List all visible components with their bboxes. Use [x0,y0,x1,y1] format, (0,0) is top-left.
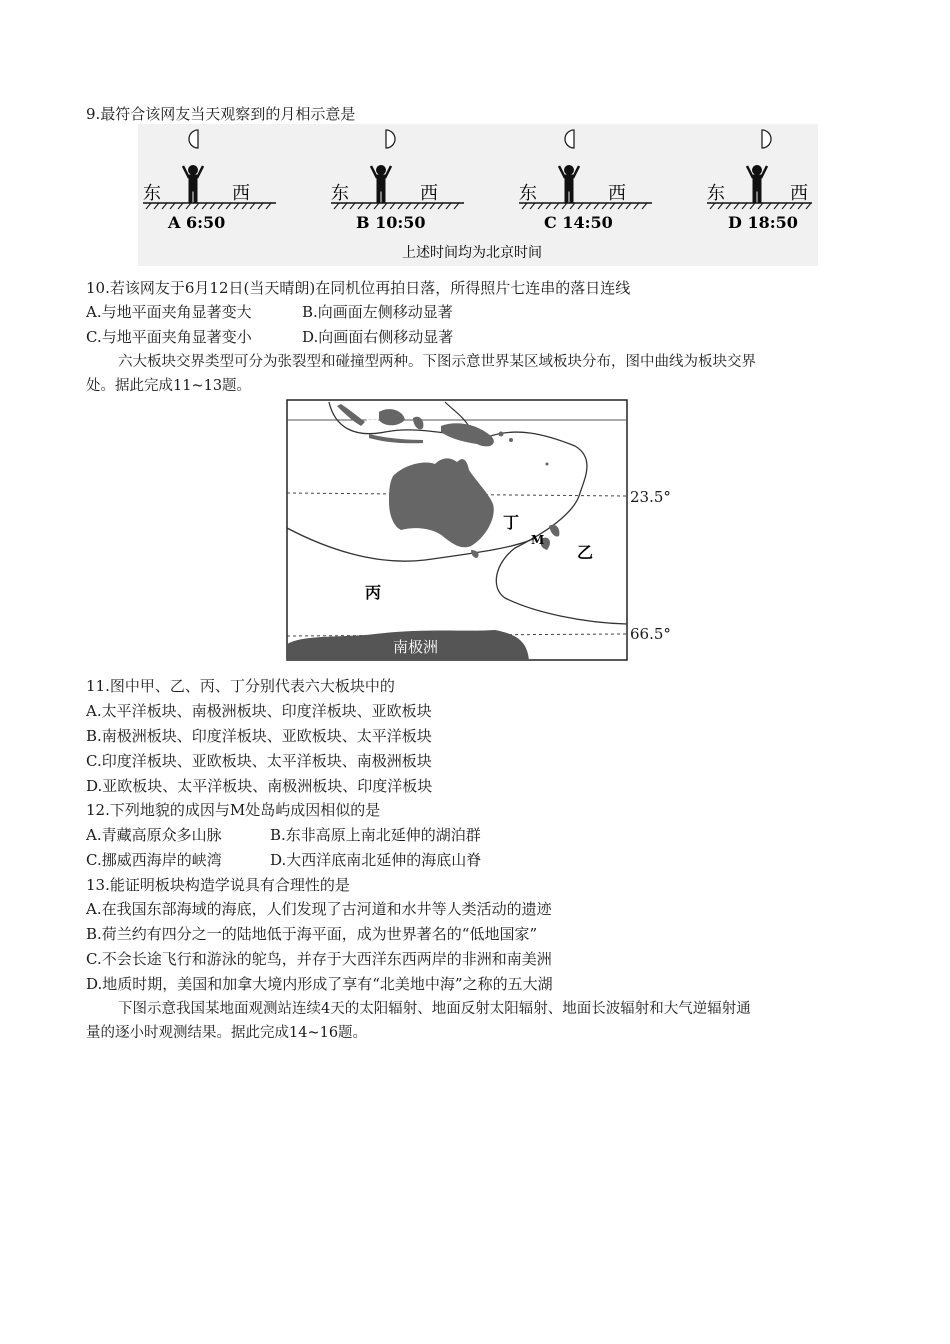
q12-option-d: D.大西洋底南北延伸的海底山脊 [270,851,482,869]
panel-label: B 10:50 [356,213,426,232]
east-label: 东 [331,183,349,204]
west-label: 西 [232,183,250,204]
q13-option-d: D.地质时期，美国和加拿大境内形成了享有“北美地中海”之称的五大湖 [86,975,553,993]
q12-stem: 12.下列地貌的成因与M处岛屿成因相似的是 [86,801,381,819]
intro-14-16-line1: 下图示意我国某地面观测站连续4天的太阳辐射、地面反射太阳辐射、地面长波辐射和大气逆辐射通 [118,1001,751,1017]
q11-option-c: C.印度洋板块、亚欧板块、太平洋板块、南极洲板块 [86,752,432,770]
east-label: 东 [519,183,537,204]
east-label: 东 [707,183,725,204]
time-note: 上述时间均为北京时间 [402,245,542,261]
small-island [509,438,513,442]
latitude-label-66-5: 66.5° [630,625,671,643]
plate-map-svg [285,398,631,664]
panel-label: D 18:50 [728,213,798,232]
moon-phase-svg [138,124,818,266]
small-island [546,463,549,466]
panel-label: A 6:50 [168,213,226,232]
label-m: M [531,533,545,547]
q13-option-c: C.不会长途飞行和游泳的鸵鸟，并存于大西洋东西两岸的非洲和南美洲 [86,950,552,968]
label-antarctica: 南极洲 [393,638,439,656]
q13-option-a: A.在我国东部海域的海底，人们发现了古河道和水井等人类活动的遗迹 [86,900,552,918]
q12-options-cd [86,850,481,870]
q11-option-d: D.亚欧板块、太平洋板块、南极洲板块、印度洋板块 [86,777,433,795]
q11-option-b: B.南极洲板块、印度洋板块、亚欧板块、太平洋板块 [86,727,432,745]
q12-options-ab [86,825,481,845]
plate-map-figure [285,398,671,664]
label-bing: 丙 [365,583,382,602]
q9-stem: 9.最符合该网友当天观察到的月相示意是 [86,105,356,123]
q13-stem: 13.能证明板块构造学说具有合理性的是 [86,876,350,894]
moon-phase-figure [138,124,818,266]
intro-11-13-line1: 六大板块交界类型可分为张裂型和碰撞型两种。下图示意世界某区域板块分布，图中曲线为板块交界 [118,354,756,370]
q11-option-a: A.太平洋板块、南极洲板块、印度洋板块、亚欧板块 [86,702,432,720]
intro-11-13-line2: 处。据此完成11~13题。 [86,378,252,394]
q13-option-b: B.荷兰约有四分之一的陆地低于海平面，成为世界著名的“低地国家” [86,925,538,943]
west-label: 西 [608,183,626,204]
label-yi: 乙 [577,543,594,562]
q12-option-c: C.挪威西海岸的峡湾 [86,851,222,869]
east-label: 东 [143,183,161,204]
small-island [499,432,504,437]
panel-label: C 14:50 [544,213,613,232]
west-label: 西 [420,183,438,204]
intro-14-16-line2: 量的逐小时观测结果。据此完成14~16题。 [86,1025,368,1041]
q12-option-a: A.青藏高原众多山脉 [86,826,222,844]
q12-option-b: B.东非高原上南北延伸的湖泊群 [270,826,481,844]
q10-options-ab [86,302,453,322]
latitude-label-23-5: 23.5° [630,488,671,506]
q10-stem: 10.若该网友于6月12日(当天晴朗)在同机位再拍日落，所得照片七连串的落日连线 [86,279,631,297]
q10-options-cd [86,327,453,347]
q10-option-d: D.向画面右侧移动显著 [302,328,454,346]
q10-option-a: A.与地平面夹角显著变大 [86,303,252,321]
q10-option-b: B.向画面左侧移动显著 [302,303,453,321]
label-ding: 丁 [503,513,520,532]
q10-option-c: C.与地平面夹角显著变小 [86,328,252,346]
q11-stem: 11.图中甲、乙、丙、丁分别代表六大板块中的 [86,677,395,695]
west-label: 西 [790,183,808,204]
label-jia: 甲 [365,414,381,432]
